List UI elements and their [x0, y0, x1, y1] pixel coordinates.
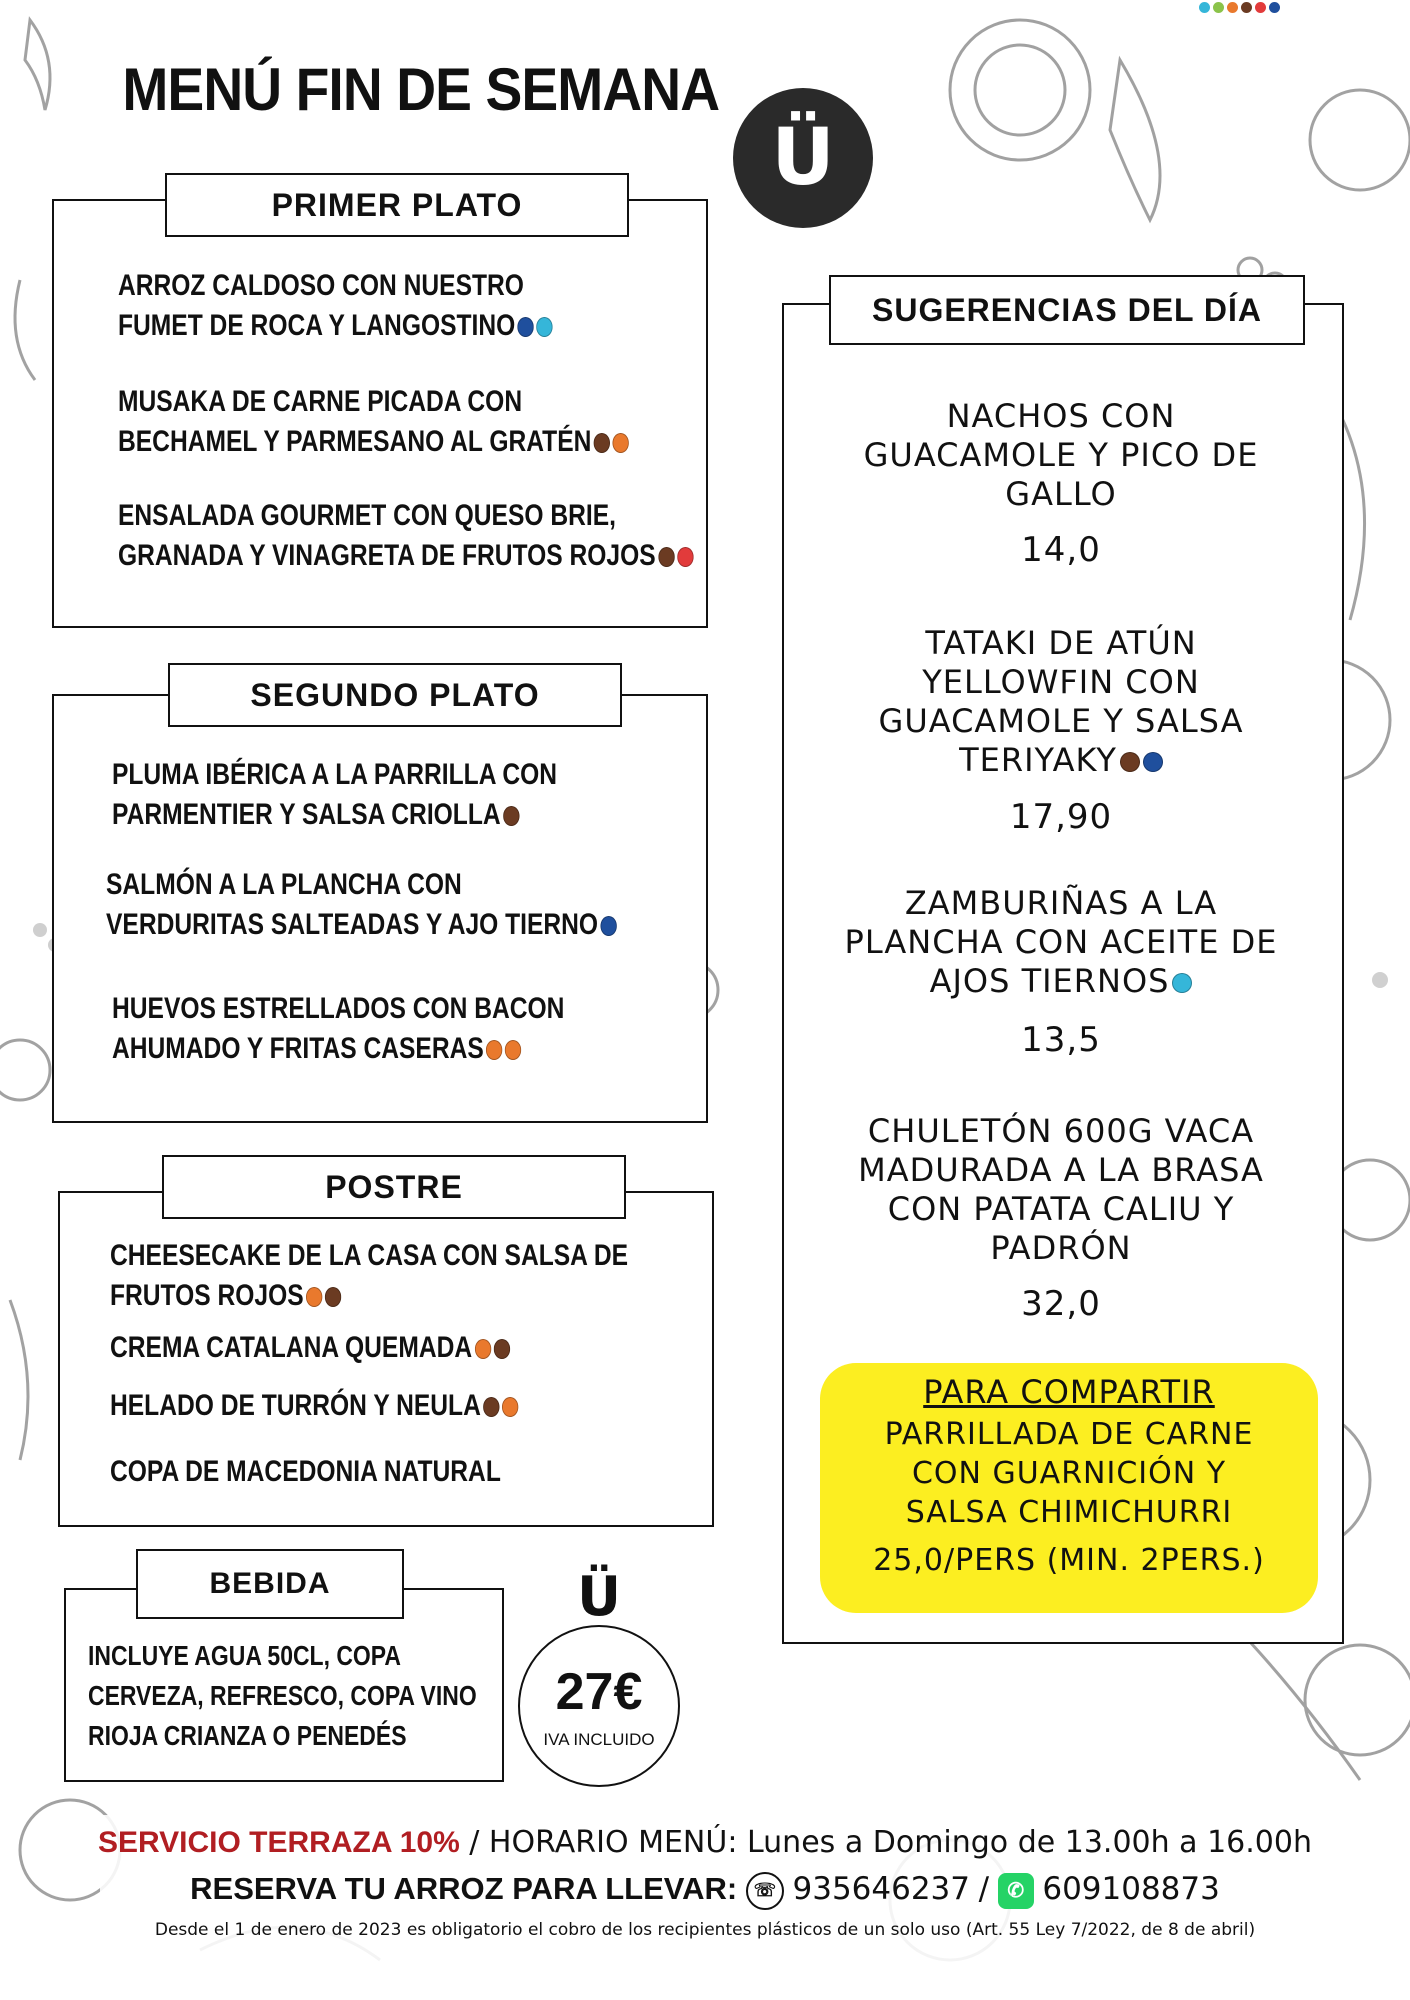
nuts-icon — [677, 547, 693, 567]
egg-icon — [475, 1339, 491, 1359]
fish-icon — [1269, 2, 1280, 13]
allergen-legend-icons — [1199, 2, 1280, 13]
dish-ensalada-gourmet: ENSALADA GOURMET CON QUESO BRIE, GRANADA Y VINAGRETA DE FRUTOS ROJOS — [118, 496, 693, 576]
nuts-icon — [1255, 2, 1266, 13]
sug-nachos-price: 14,0 — [1021, 530, 1101, 570]
dish-musaka: MUSAKA DE CARNE PICADA CON BECHAMEL Y PARMESANO AL GRATÉN — [118, 382, 629, 462]
horario-note: / HORARIO MENÚ: Lunes a Domingo de 13.00h a 16.00h — [459, 1825, 1312, 1860]
milk-icon — [1241, 2, 1252, 13]
milk-icon — [594, 433, 610, 453]
egg-icon — [1227, 2, 1238, 13]
para-compartir-title: PARA COMPARTIR — [923, 1373, 1215, 1411]
fish-icon — [601, 916, 617, 936]
price-logo-letter: Ü — [577, 1565, 621, 1628]
milk-icon — [1120, 752, 1140, 772]
milk-icon — [503, 806, 519, 826]
sug-chuleton: CHULETÓN 600G VACA MADURADA A LA BRASA CON PATATA CALIU Y PADRÓN — [858, 1112, 1264, 1267]
para-compartir-price: 25,0/PERS (MIN. 2PERS.) — [873, 1543, 1265, 1578]
gluten-icon — [1213, 2, 1224, 13]
milk-icon — [493, 1339, 509, 1359]
bebida-heading: BEBIDA — [136, 1549, 404, 1619]
phone-icon: ☏ — [746, 1872, 784, 1910]
egg-icon — [486, 1040, 502, 1060]
sug-tataki: TATAKI DE ATÚN YELLOWFIN CON GUACAMOLE Y SALSA TERIYAKY — [878, 624, 1244, 779]
dessert-helado-turron: HELADO DE TURRÓN Y NEULA — [110, 1386, 519, 1426]
milk-icon — [658, 547, 674, 567]
dessert-cheesecake: CHEESECAKE DE LA CASA CON SALSA DE FRUTOS ROJOS — [110, 1239, 629, 1312]
dish-salmon-plancha: SALMÓN A LA PLANCHA CON VERDURITAS SALTEADAS Y AJO TIERNO — [106, 865, 617, 945]
dessert-copa-macedonia: COPA DE MACEDONIA NATURAL — [110, 1455, 501, 1488]
egg-icon — [306, 1287, 322, 1307]
footer-reservations — [0, 1871, 1410, 1910]
gluten-icon — [502, 1397, 518, 1417]
primer-plato-heading: PRIMER PLATO — [165, 173, 629, 237]
dish-huevos-estrellados: HUEVOS ESTRELLADOS CON BACON AHUMADO Y FRITAS CASERAS — [112, 992, 565, 1065]
sug-zamburinas: ZAMBURIÑAS A LA PLANCHA CON ACEITE DE AJOS TIERNOS — [844, 884, 1278, 1000]
legal-note: Desde el 1 de enero de 2023 es obligatorio el cobro de los recipientes plásticos de un solo uso (Art. 55 Ley 7/2022, de 8 de abril) — [154, 1920, 1256, 1940]
phone-separator: / — [978, 1871, 990, 1907]
dessert-crema-catalana: CREMA CATALANA QUEMADA — [110, 1328, 510, 1368]
sugerencias-heading: SUGERENCIAS DEL DÍA — [829, 275, 1305, 345]
footer-service-hours — [0, 1825, 1410, 1860]
terraza-note: SERVICIO TERRAZA 10% — [98, 1826, 460, 1859]
whatsapp-number[interactable]: 609108873 — [1042, 1871, 1220, 1907]
whatsapp-icon: ✆ — [998, 1873, 1034, 1909]
shellfish-icon — [1172, 973, 1192, 993]
shellfish-icon — [1199, 2, 1210, 13]
restaurant-logo: Ü — [733, 88, 873, 228]
sug-zamburinas-price: 13,5 — [1021, 1020, 1101, 1060]
milk-icon — [325, 1287, 341, 1307]
gluten-icon — [505, 1040, 521, 1060]
para-compartir-dish: PARRILLADA DE CARNE CON GUARNICIÓN Y SALSA CHIMICHURRI — [884, 1417, 1254, 1530]
menu-price-badge — [518, 1565, 680, 1787]
dish-pluma-iberica: PLUMA IBÉRICA A LA PARRILLA CON PARMENTIER Y SALSA CRIOLLA — [112, 758, 558, 831]
sug-chuleton-price: 32,0 — [1021, 1284, 1101, 1324]
fish-icon — [518, 317, 534, 337]
sug-tataki-price: 17,90 — [1009, 797, 1113, 837]
phone-number[interactable]: 935646237 — [792, 1871, 971, 1907]
iva-note: IVA INCLUIDO — [543, 1730, 655, 1749]
fish-icon — [1143, 752, 1163, 772]
dish-arroz-caldoso: ARROZ CALDOSO CON NUESTRO FUMET DE ROCA Y LANGOSTINO — [118, 266, 553, 346]
menu-price: 27€ — [555, 1663, 643, 1721]
segundo-plato-heading: SEGUNDO PLATO — [168, 663, 622, 727]
postre-heading: POSTRE — [162, 1155, 626, 1219]
para-compartir-highlight — [820, 1363, 1318, 1613]
gluten-icon — [613, 433, 629, 453]
milk-icon — [483, 1397, 499, 1417]
sug-nachos: NACHOS CON GUACAMOLE Y PICO DE GALLO — [863, 397, 1259, 513]
menu-title: MENÚ FIN DE SEMANA — [115, 55, 727, 124]
shellfish-icon — [537, 317, 553, 337]
reserva-label: RESERVA TU ARROZ PARA LLEVAR: — [190, 1871, 738, 1906]
